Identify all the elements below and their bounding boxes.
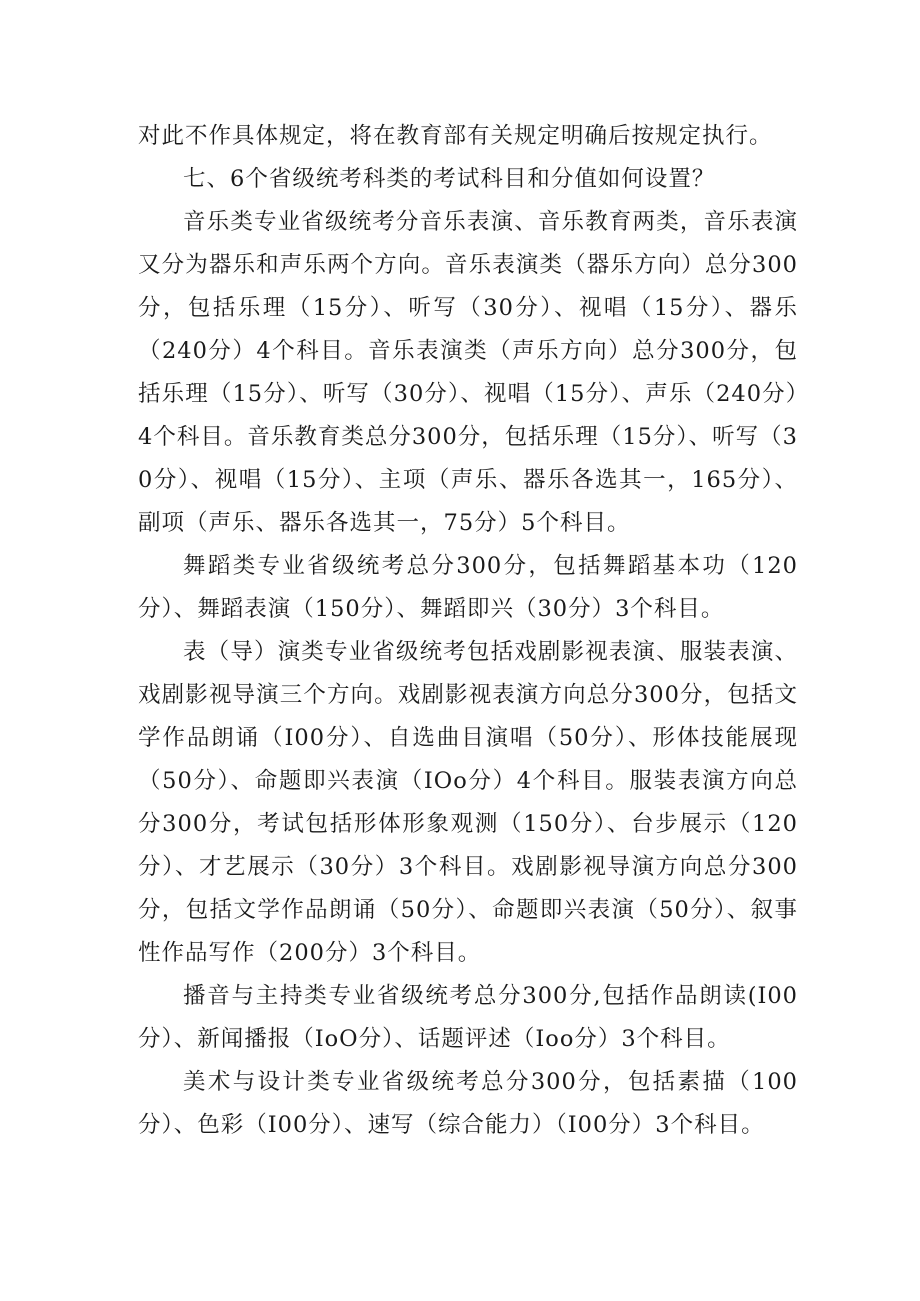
paragraph-music: 音乐类专业省级统考分音乐表演、音乐教育两类，音乐表演又分为器乐和声乐两个方向。音乐表演类（器乐方向）总分300分，包括乐理（15分）、听写（30分）、视唱（15分）、器乐（240分）4个科目。音乐表演类（声乐方向）总分300分，包括乐理（15分）、听写（30分）、视唱（15分）、声乐（240分）4个科目。音乐教育类总分300分，包括乐理（15分）、听写（30分）、视唱（15分）、主项（声乐、器乐各选其一，165分）、副项（声乐、器乐各选其一，75分）5个科目。 (138, 209, 798, 536)
section-heading: 七、6个省级统考科类的考试科目和分值如何设置？ (183, 166, 716, 192)
paragraph-performance-directing: 表（导）演类专业省级统考包括戏剧影视表演、服装表演、戏剧影视导演三个方向。戏剧影视表演方向总分300分，包括文学作品朗诵（I00分）、自选曲目演唱（50分）、形体技能展现（50分）、命题即兴表演（IOo分）4个科目。服装表演方向总分300分，考试包括形体形象观测（150分）、台步展示（120分）、才艺展示（30分）3个科目。戏剧影视导演方向总分300分，包括文学作品朗诵（50分）、命题即兴表演（50分）、叙事性作品写作（200分）3个科目。 (138, 639, 798, 966)
document-body (138, 115, 798, 1147)
paragraph-dance: 舞蹈类专业省级统考总分300分，包括舞蹈基本功（120分）、舞蹈表演（150分）、舞蹈即兴（30分）3个科目。 (138, 553, 798, 622)
paragraph-continuation: 对此不作具体规定，将在教育部有关规定明确后按规定执行。 (138, 123, 773, 149)
paragraph-broadcasting-hosting: 播音与主持类专业省级统考总分300分,包括作品朗读(I00分）、新闻播报（IoO分）、话题评述（Ioo分）3个科目。 (138, 983, 798, 1052)
paragraph-art-design: 美术与设计类专业省级统考总分300分，包括素描（100分）、色彩（I00分）、速写（综合能力）（I00分）3个科目。 (138, 1069, 798, 1138)
